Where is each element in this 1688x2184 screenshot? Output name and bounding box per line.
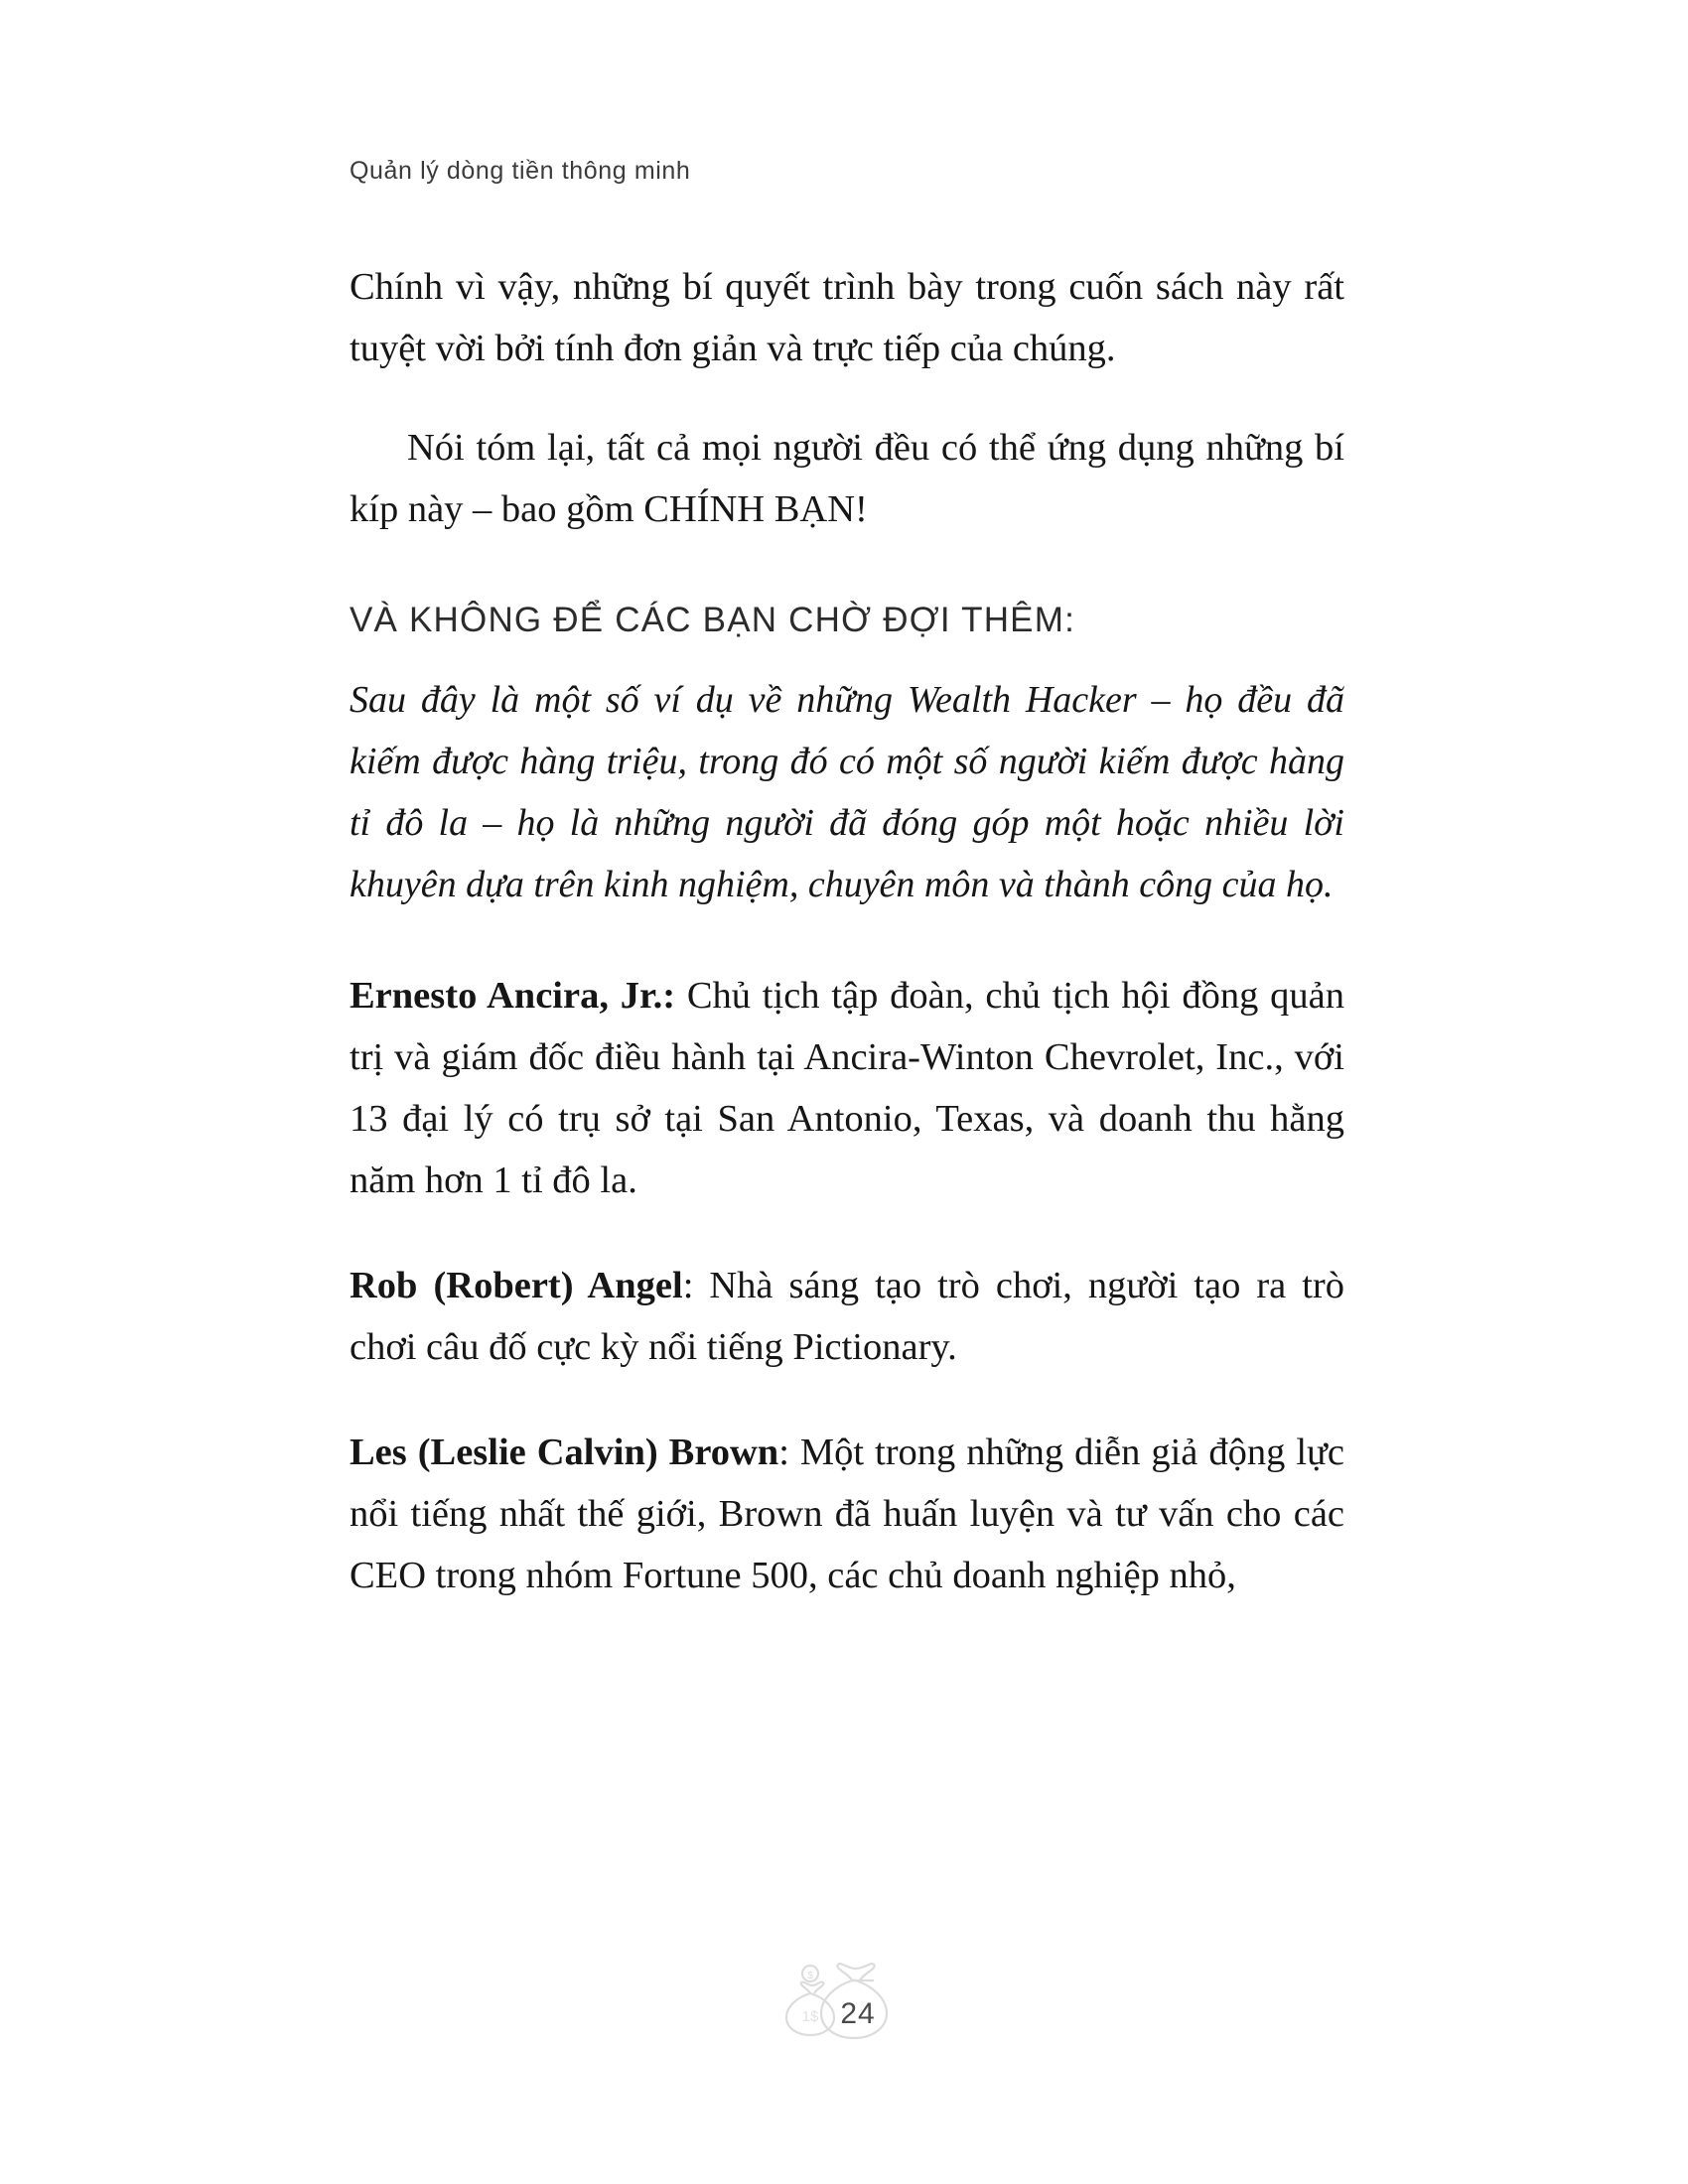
paragraph-first: Chính vì vậy, những bí quyết trình bày trong cuốn sách này rất tuyệt vời bởi tính đơn giản và trực tiếp của chúng.: [350, 266, 1344, 369]
page-footer: [0, 1948, 1688, 2067]
entry-description: : Một trong những diễn giả động lực nổi tiếng nhất thế giới, Brown đã huấn luyện và tư vấn cho các CEO trong nhóm Fortune 500, các chủ doanh nghiệp nhỏ,: [350, 1432, 1344, 1596]
entry-name: Rob (Robert) Angel: [350, 1265, 683, 1306]
list-item: [350, 965, 1344, 1211]
page-number: 24: [840, 1997, 876, 2030]
page-content: [350, 256, 1344, 1650]
entry-name: Les (Leslie Calvin) Brown: [350, 1432, 779, 1473]
svg-text:$: $: [807, 1971, 813, 1981]
entry-description: Chủ tịch tập đoàn, chủ tịch hội đồng quản trị và giám đốc điều hành tại Ancira-Winton Chevrolet, Inc., với 13 đại lý có trụ sở tại San Antonio, Texas, và doanh thu hằng năm hơn 1 tỉ đô la.: [350, 975, 1344, 1201]
svg-text:1$: 1$: [801, 2008, 819, 2025]
intro-italic-paragraph: Sau đây là một số ví dụ về những Wealth Hacker – họ đều đã kiếm được hàng triệu, trong đó có một số người kiếm được hàng tỉ đô la – họ là những người đã đóng góp một hoặc nhiều lời khuyên dựa trên kinh nghiệm, chuyên môn và thành công của họ.: [350, 679, 1344, 905]
running-header: Quản lý dòng tiền thông minh: [350, 157, 691, 185]
entry-description: : Nhà sáng tạo trò chơi, người tạo ra trò chơi câu đố cực kỳ nổi tiếng Pictionary.: [350, 1265, 1344, 1368]
list-item: [350, 1255, 1344, 1378]
entry-name: Ernesto Ancira, Jr.:: [350, 975, 676, 1017]
list-item: [350, 1422, 1344, 1606]
paragraph-second: Nói tóm lại, tất cả mọi người đều có thể ứng dụng những bí kíp này – bao gồm CHÍNH BẠN!: [350, 427, 1344, 530]
section-heading: VÀ KHÔNG ĐỂ CÁC BẠN CHỜ ĐỢI THÊM:: [350, 601, 1076, 639]
